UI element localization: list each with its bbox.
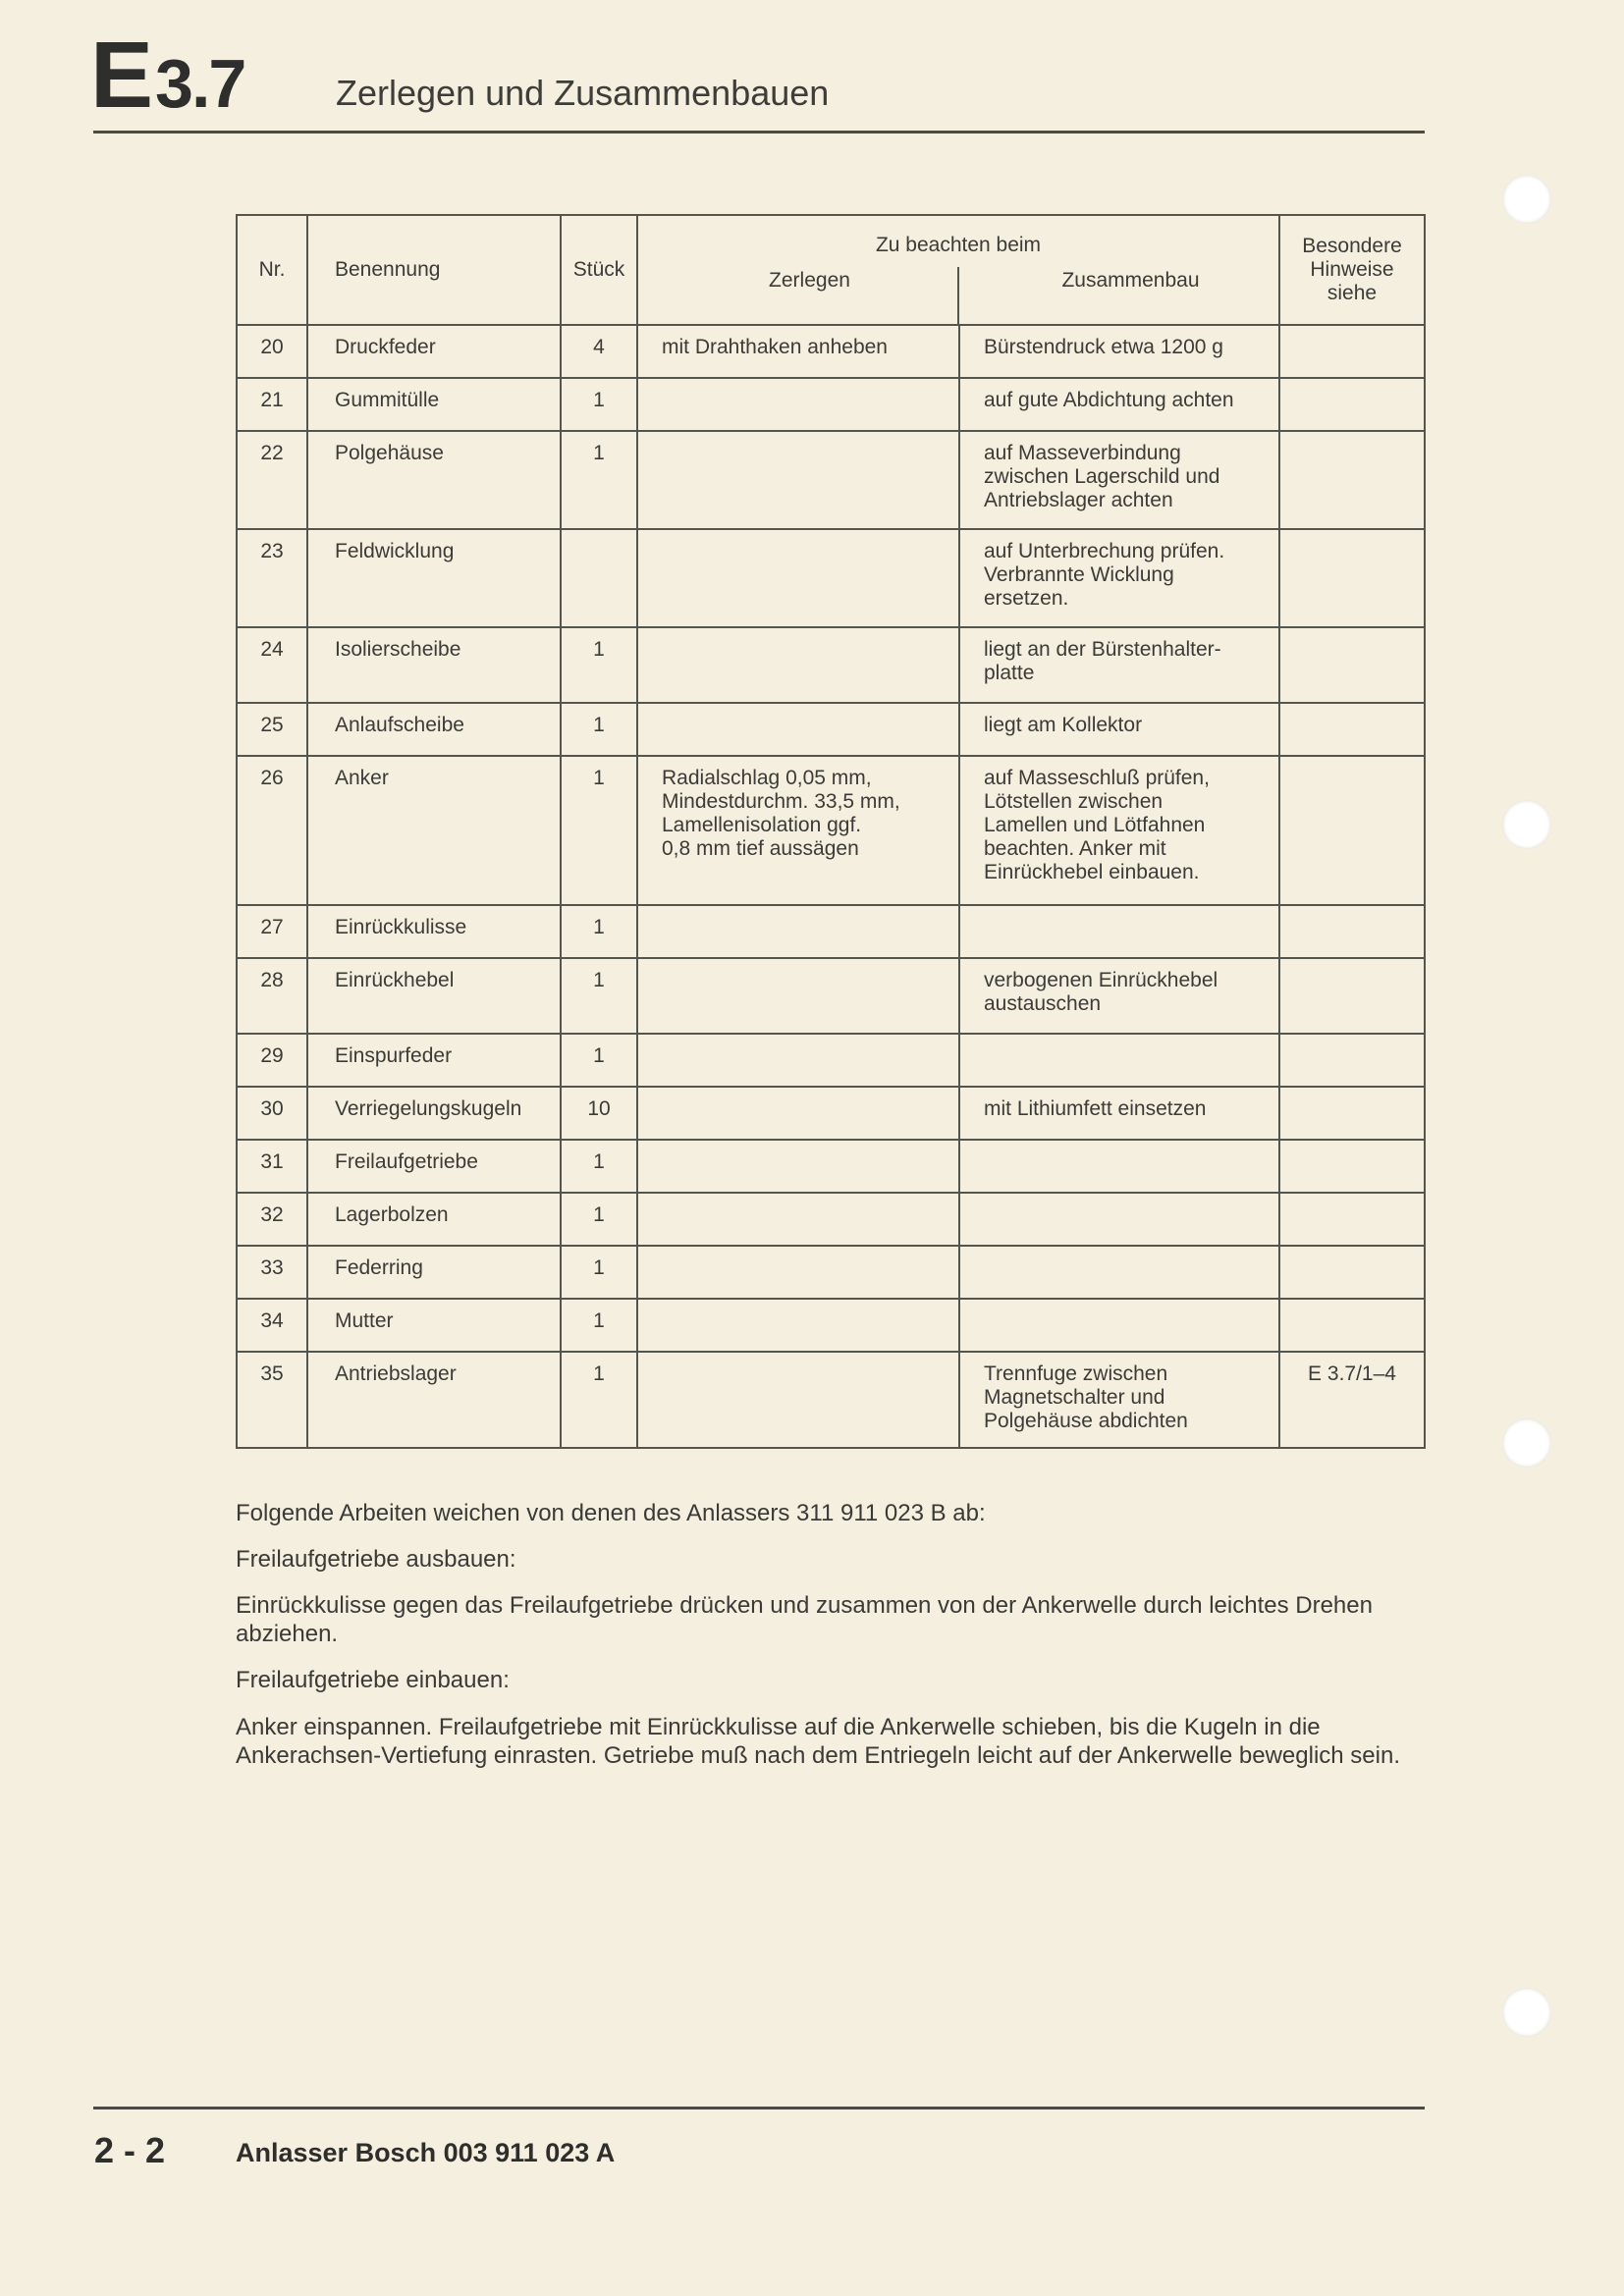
table-row <box>237 1087 1425 1140</box>
row-benennung: Freilaufgetriebe <box>307 1140 561 1193</box>
row-benennung: Antriebslager <box>307 1352 561 1448</box>
row-benennung: Feldwicklung <box>307 529 561 627</box>
row-zusammenbau <box>959 1034 1279 1087</box>
row-zerlegen <box>637 1140 959 1193</box>
punch-hole <box>1502 800 1551 849</box>
row-zusammenbau <box>959 529 1279 627</box>
table-row <box>237 1140 1425 1193</box>
header-zu-beachten-label: Zu beachten beim <box>875 234 1042 256</box>
zusammenbau-line: Magnetschalter und <box>984 1386 1165 1409</box>
row-zerlegen <box>637 529 959 627</box>
row-zerlegen <box>637 905 959 958</box>
parts-table <box>236 214 1426 1449</box>
row-hinweise: E 3.7/1–4 <box>1279 1352 1425 1448</box>
row-zerlegen <box>637 1299 959 1352</box>
row-benennung: Anker <box>307 756 561 905</box>
zusammenbau-line: Antriebslager achten <box>984 489 1173 511</box>
row-zusammenbau <box>959 431 1279 529</box>
row-stueck: 1 <box>561 905 637 958</box>
punch-hole <box>1502 1418 1551 1468</box>
row-hinweise <box>1279 529 1425 627</box>
row-hinweise <box>1279 1193 1425 1246</box>
zusammenbau-line: ersetzen. <box>984 587 1069 610</box>
row-hinweise <box>1279 378 1425 431</box>
row-nr: 32 <box>237 1193 307 1246</box>
header-zerlegen: Zerlegen <box>638 267 959 324</box>
zusammenbau-line: liegt an der Bürstenhalter- <box>984 638 1221 661</box>
header-besondere-line: Hinweise <box>1310 258 1394 281</box>
row-nr: 31 <box>237 1140 307 1193</box>
row-stueck <box>561 529 637 627</box>
header-nr: Nr. <box>237 215 307 325</box>
page-number: 2 - 2 <box>94 2130 166 2170</box>
row-zerlegen <box>637 1087 959 1140</box>
row-nr: 29 <box>237 1034 307 1087</box>
row-nr: 26 <box>237 756 307 905</box>
heading-ausbauen: Freilaufgetriebe ausbauen: <box>236 1546 516 1573</box>
row-zerlegen <box>637 1352 959 1448</box>
zusammenbau-line: mit Lithiumfett einsetzen <box>984 1097 1207 1120</box>
row-hinweise <box>1279 1087 1425 1140</box>
row-benennung: Einrückkulisse <box>307 905 561 958</box>
row-zerlegen <box>637 627 959 703</box>
row-nr: 27 <box>237 905 307 958</box>
row-benennung: Lagerbolzen <box>307 1193 561 1246</box>
row-zusammenbau <box>959 378 1279 431</box>
footer-title: Anlasser Bosch 003 911 023 A <box>236 2138 616 2167</box>
text-ausbauen: Einrückkulisse gegen das Freilaufgetriebe drücken und zusammen von der Ankerwelle durch leichtes Drehen abziehen. <box>236 1592 1373 1647</box>
zerlegen-line: mit Drahthaken anheben <box>662 336 888 358</box>
zusammenbau-line: zwischen Lagerschild und <box>984 465 1220 488</box>
zerlegen-line: Mindestdurchm. 33,5 mm, <box>662 790 900 813</box>
row-stueck: 1 <box>561 703 637 756</box>
zusammenbau-line: Bürstendruck etwa 1200 g <box>984 336 1223 358</box>
row-zusammenbau <box>959 1140 1279 1193</box>
punch-hole <box>1502 175 1551 224</box>
row-zerlegen <box>637 703 959 756</box>
table-row <box>237 431 1425 529</box>
zerlegen-line: Lamellenisolation ggf. <box>662 814 862 836</box>
table-row <box>237 1246 1425 1299</box>
zusammenbau-line: Lamellen und Lötfahnen <box>984 814 1206 836</box>
table-row <box>237 958 1425 1034</box>
row-zerlegen <box>637 756 959 905</box>
row-hinweise <box>1279 325 1425 378</box>
row-benennung: Polgehäuse <box>307 431 561 529</box>
header-besondere-hinweise <box>1279 215 1425 325</box>
row-nr: 28 <box>237 958 307 1034</box>
row-stueck: 1 <box>561 1034 637 1087</box>
row-benennung: Verriegelungskugeln <box>307 1087 561 1140</box>
text-einbauen: Anker einspannen. Freilaufgetriebe mit Einrückkulisse auf die Ankerwelle schieben, bis die Kugeln in die Ankerachsen-Vertiefung einrasten. Getriebe muß nach dem Entriegeln leicht auf der Ankerwelle beweglich sein. <box>236 1714 1400 1769</box>
row-hinweise <box>1279 905 1425 958</box>
row-stueck: 1 <box>561 958 637 1034</box>
row-nr: 21 <box>237 378 307 431</box>
row-benennung: Isolierscheibe <box>307 627 561 703</box>
table-row <box>237 529 1425 627</box>
table-row <box>237 1352 1425 1448</box>
row-nr: 35 <box>237 1352 307 1448</box>
row-stueck: 1 <box>561 627 637 703</box>
row-hinweise <box>1279 756 1425 905</box>
row-hinweise <box>1279 431 1425 529</box>
zusammenbau-line: auf gute Abdichtung achten <box>984 389 1234 411</box>
footer-rule <box>93 2107 1425 2109</box>
zusammenbau-line: verbogenen Einrückhebel <box>984 969 1218 991</box>
table-row <box>237 1034 1425 1087</box>
section-code <box>90 22 244 130</box>
zusammenbau-line: platte <box>984 662 1035 684</box>
row-benennung: Einspurfeder <box>307 1034 561 1087</box>
zusammenbau-line: austauschen <box>984 992 1102 1015</box>
heading-einbauen: Freilaufgetriebe einbauen: <box>236 1667 510 1693</box>
row-zusammenbau <box>959 905 1279 958</box>
row-zusammenbau <box>959 756 1279 905</box>
row-benennung: Federring <box>307 1246 561 1299</box>
row-stueck: 1 <box>561 756 637 905</box>
row-hinweise <box>1279 1299 1425 1352</box>
row-zusammenbau <box>959 958 1279 1034</box>
header-benennung: Benennung <box>307 215 561 325</box>
row-stueck: 1 <box>561 1352 637 1448</box>
row-stueck: 1 <box>561 1299 637 1352</box>
row-stueck: 4 <box>561 325 637 378</box>
zusammenbau-line: auf Masseschluß prüfen, <box>984 767 1210 789</box>
header-rule <box>93 131 1425 133</box>
row-zusammenbau <box>959 1087 1279 1140</box>
row-hinweise <box>1279 1246 1425 1299</box>
row-zusammenbau <box>959 627 1279 703</box>
zerlegen-line: 0,8 mm tief aussägen <box>662 837 859 860</box>
row-zerlegen <box>637 378 959 431</box>
row-nr: 25 <box>237 703 307 756</box>
page-title: Zerlegen und Zusammenbauen <box>336 73 830 113</box>
zusammenbau-line: Polgehäuse abdichten <box>984 1410 1188 1432</box>
row-nr: 30 <box>237 1087 307 1140</box>
zusammenbau-line: Trennfuge zwischen <box>984 1362 1168 1385</box>
row-benennung: Gummitülle <box>307 378 561 431</box>
zusammenbau-line: Lötstellen zwischen <box>984 790 1164 813</box>
row-benennung: Mutter <box>307 1299 561 1352</box>
header-stueck: Stück <box>561 215 637 325</box>
row-stueck: 1 <box>561 378 637 431</box>
header-besondere-line: siehe <box>1326 282 1378 304</box>
table-row <box>237 378 1425 431</box>
row-zerlegen <box>637 431 959 529</box>
punch-hole <box>1502 1988 1551 2037</box>
zusammenbau-line: beachten. Anker mit <box>984 837 1166 860</box>
row-hinweise <box>1279 627 1425 703</box>
parts-table-body <box>237 325 1425 1448</box>
section-number: 3.7 <box>155 45 245 122</box>
table-row <box>237 1193 1425 1246</box>
row-nr: 23 <box>237 529 307 627</box>
row-zusammenbau <box>959 1246 1279 1299</box>
row-stueck: 10 <box>561 1087 637 1140</box>
header-besondere-line: Besondere <box>1302 235 1402 257</box>
zusammenbau-line: auf Unterbrechung prüfen. <box>984 540 1225 562</box>
header-zu-beachten <box>637 215 1279 325</box>
row-zusammenbau <box>959 703 1279 756</box>
table-row <box>237 627 1425 703</box>
row-hinweise <box>1279 703 1425 756</box>
row-nr: 20 <box>237 325 307 378</box>
row-zerlegen <box>637 325 959 378</box>
row-hinweise <box>1279 1140 1425 1193</box>
row-benennung: Anlaufscheibe <box>307 703 561 756</box>
row-stueck: 1 <box>561 1246 637 1299</box>
zusammenbau-line: Einrückhebel einbauen. <box>984 861 1200 883</box>
row-zusammenbau <box>959 1352 1279 1448</box>
row-benennung: Einrückhebel <box>307 958 561 1034</box>
header-zusammenbau: Zusammenbau <box>1061 269 1200 292</box>
row-zerlegen <box>637 1246 959 1299</box>
row-zerlegen <box>637 1193 959 1246</box>
row-nr: 22 <box>237 431 307 529</box>
row-stueck: 1 <box>561 1193 637 1246</box>
section-letter: E <box>90 23 152 128</box>
row-zusammenbau <box>959 1299 1279 1352</box>
table-row <box>237 1299 1425 1352</box>
zusammenbau-line: auf Masseverbindung <box>984 442 1181 464</box>
table-header-row <box>237 215 1425 325</box>
row-nr: 24 <box>237 627 307 703</box>
row-zusammenbau <box>959 325 1279 378</box>
intro-text: Folgende Arbeiten weichen von denen des Anlassers 311 911 023 B ab: <box>236 1500 986 1526</box>
row-stueck: 1 <box>561 431 637 529</box>
table-row <box>237 703 1425 756</box>
zusammenbau-line: liegt am Kollektor <box>984 714 1143 736</box>
row-stueck: 1 <box>561 1140 637 1193</box>
table-row <box>237 756 1425 905</box>
row-zusammenbau <box>959 1193 1279 1246</box>
zerlegen-line: Radialschlag 0,05 mm, <box>662 767 872 789</box>
row-benennung: Druckfeder <box>307 325 561 378</box>
table-row <box>237 325 1425 378</box>
row-nr: 34 <box>237 1299 307 1352</box>
row-zerlegen <box>637 958 959 1034</box>
row-zerlegen <box>637 1034 959 1087</box>
row-hinweise <box>1279 958 1425 1034</box>
zusammenbau-line: Verbrannte Wicklung <box>984 563 1174 586</box>
table-row <box>237 905 1425 958</box>
row-nr: 33 <box>237 1246 307 1299</box>
row-hinweise <box>1279 1034 1425 1087</box>
